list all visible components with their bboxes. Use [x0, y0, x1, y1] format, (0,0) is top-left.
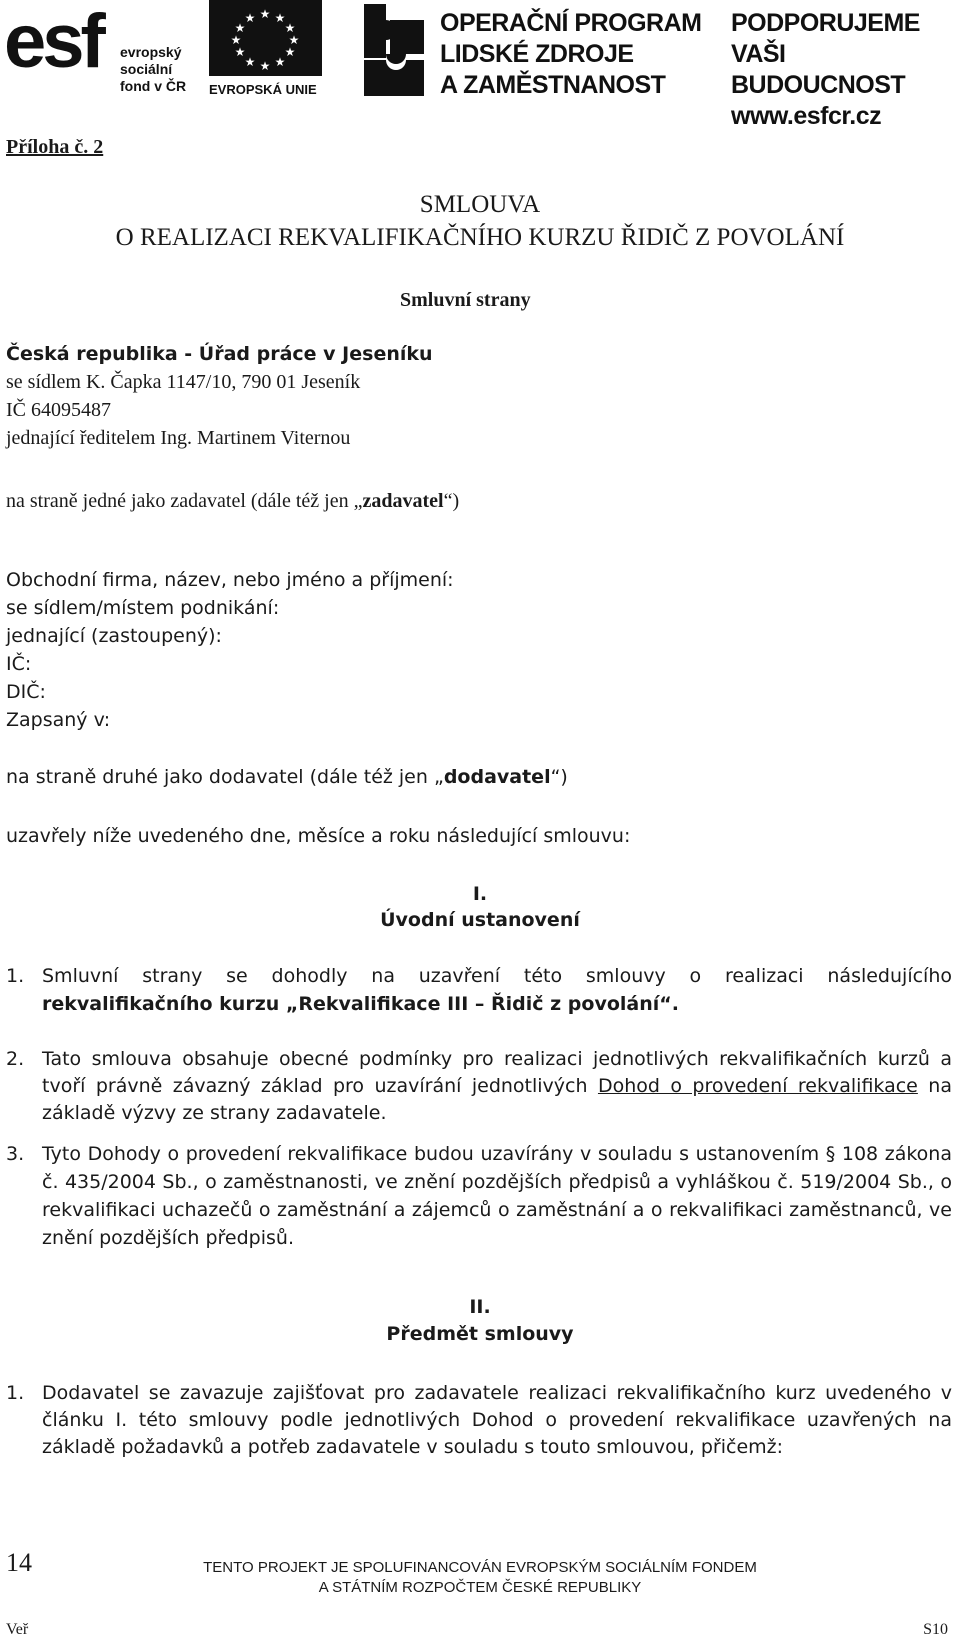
- supplier-role: [6, 764, 568, 790]
- client-role-end: “): [443, 490, 460, 512]
- section-2-title: Předmět smlouvy: [386, 1323, 574, 1345]
- s1-p3-text: Tyto Dohody o provedení rekvalifikace budou uzavírány v souladu s ustanovením § 108 zákona č. 435/2004 Sb., o zaměstnanosti, ve znění pozdějších předpisů a vyhláškou č. 519/2004 Sb., o rekvalifikaci uchazečů o zaměstnání a zájemců o zaměstnání a o rekvalifikaci zaměstnanců, ve znění pozdějších předpisů.: [42, 1143, 952, 1249]
- slogan-url[interactable]: www.esfcr.cz: [731, 102, 882, 130]
- client-name: Česká republika - Úřad práce v Jeseníku: [6, 343, 433, 365]
- supplier-fields: [6, 566, 454, 734]
- slogan-line: VAŠI BUDOUCNOST: [731, 40, 906, 99]
- s2-p1-number: 1.: [6, 1382, 25, 1404]
- svg-text:★: ★: [244, 11, 256, 25]
- client-role-bold: zadavatel: [362, 490, 444, 512]
- annex-label: Příloha č. 2: [6, 136, 104, 158]
- svg-text:★: ★: [274, 55, 286, 69]
- s1-p2-number: 2.: [6, 1048, 25, 1070]
- client-role-text: na straně jedné jako zadavatel (dále též jen „: [6, 490, 363, 512]
- slogan-line: PODPORUJEME: [731, 9, 920, 37]
- s2-p1-text: Dodavatel se zavazuje zajišťovat pro zadavatele realizaci rekvalifikačního kurz uvedeného v článku I. této smlouvy podle jednotlivých Dohod o provedení rekvalifikace uzavřených na základě požadavků a potřeb zadavatele v souladu s touto smlouvou, přičemž:: [42, 1382, 952, 1458]
- esf-logo-text: [120, 44, 186, 95]
- svg-text:★: ★: [284, 21, 296, 35]
- esf-logo-line: fond v ČR: [120, 78, 187, 94]
- section-1-title: Úvodní ustanovení: [380, 909, 580, 931]
- supplier-field-register: Zapsaný v:: [6, 709, 111, 731]
- slogan: [731, 8, 960, 132]
- s1-p2-text: [42, 1046, 952, 1127]
- svg-text:★: ★: [234, 45, 246, 59]
- s1-p2-link: Dohod o provedení rekvalifikace: [597, 1075, 918, 1097]
- svg-text:★: ★: [288, 33, 300, 47]
- op-program-name: [440, 8, 701, 101]
- page-number: 14: [6, 1548, 32, 1577]
- supplier-role-bold: dodavatel: [443, 766, 551, 788]
- client-ic: IČ 64095487: [6, 399, 111, 421]
- funding-line1: TENTO PROJEKT JE SPOLUFINANCOVÁN EVROPSKÝM SOCIÁLNÍM FONDEM: [203, 1559, 757, 1576]
- op-program-line: LIDSKÉ ZDROJE: [440, 40, 634, 68]
- esf-logo-line: sociální: [120, 61, 173, 77]
- supplier-field-seat: se sídlem/místem podnikání:: [6, 597, 280, 619]
- svg-text:★: ★: [259, 7, 271, 21]
- s1-p1-line1: Smluvní strany se dohodly na uzavření této smlouvy o realizaci následujícího: [42, 965, 952, 987]
- doc-code-right: S10: [923, 1621, 948, 1638]
- svg-text:★: ★: [259, 59, 271, 73]
- supplier-field-dic: DIČ:: [6, 681, 46, 703]
- section-1-number: I.: [472, 883, 488, 905]
- concluded-statement: uzavřely níže uvedeného dne, měsíce a roku následující smlouvu:: [6, 825, 631, 847]
- s1-p1-number: 1.: [6, 965, 25, 987]
- op-program-line: OPERAČNÍ PROGRAM: [440, 9, 702, 37]
- svg-text:★: ★: [234, 21, 246, 35]
- client-seat: se sídlem K. Čapka 1147/10, 790 01 Jeseník: [6, 371, 361, 393]
- parties-heading: Smluvní strany: [400, 289, 531, 311]
- client-representative: jednající ředitelem Ing. Martinem Viternou: [6, 427, 351, 449]
- s1-p2-text-a: Tato smlouva obsahuje obecné podmínky pro realizaci jednotlivých rekvalifikačních kurzů a tvoří právně závazný základ pro uzavírání jednotlivých: [42, 1048, 952, 1097]
- funding-line2: A STÁTNÍM ROZPOČTEM ČESKÉ REPUBLIKY: [318, 1579, 642, 1596]
- s1-p3-number: 3.: [6, 1143, 25, 1165]
- contract-title-line2: O REALIZACI REKVALIFIKAČNÍHO KURZU ŘIDIČ Z POVOLÁNÍ: [115, 224, 845, 251]
- supplier-role-text: na straně druhé jako dodavatel (dále též jen „: [6, 766, 444, 788]
- svg-text:★: ★: [230, 33, 242, 47]
- esf-logo: [0, 0, 202, 100]
- doc-code-left: Veř: [6, 1621, 29, 1638]
- supplier-field-representative: jednající (zastoupený):: [6, 625, 222, 647]
- op-program-line: A ZAMĚSTNANOST: [440, 71, 666, 99]
- client-role: [6, 488, 459, 514]
- section-2-number: II.: [469, 1296, 491, 1318]
- svg-text:★: ★: [284, 45, 296, 59]
- supplier-field-ic: IČ:: [6, 653, 32, 675]
- eu-flag-icon: [209, 0, 322, 76]
- esf-logo-mark: esf: [4, 0, 102, 84]
- supplier-role-end: “): [550, 766, 568, 788]
- svg-text:★: ★: [244, 55, 256, 69]
- esf-logo-line: evropský: [120, 44, 182, 60]
- op-lzz-logo-icon: [360, 2, 428, 98]
- s1-p2-text-b: na základě výzvy ze strany zadavatele.: [42, 1075, 952, 1124]
- eu-label: EVROPSKÁ UNIE: [209, 82, 317, 97]
- contract-title-line1: SMLOUVA: [419, 191, 541, 218]
- supplier-field-company: Obchodní firma, název, nebo jméno a příjmení:: [6, 569, 454, 591]
- s1-p1-line2: rekvalifikačního kurzu „Rekvalifikace III – Řidič z povolání“.: [42, 993, 679, 1015]
- svg-text:★: ★: [274, 11, 286, 25]
